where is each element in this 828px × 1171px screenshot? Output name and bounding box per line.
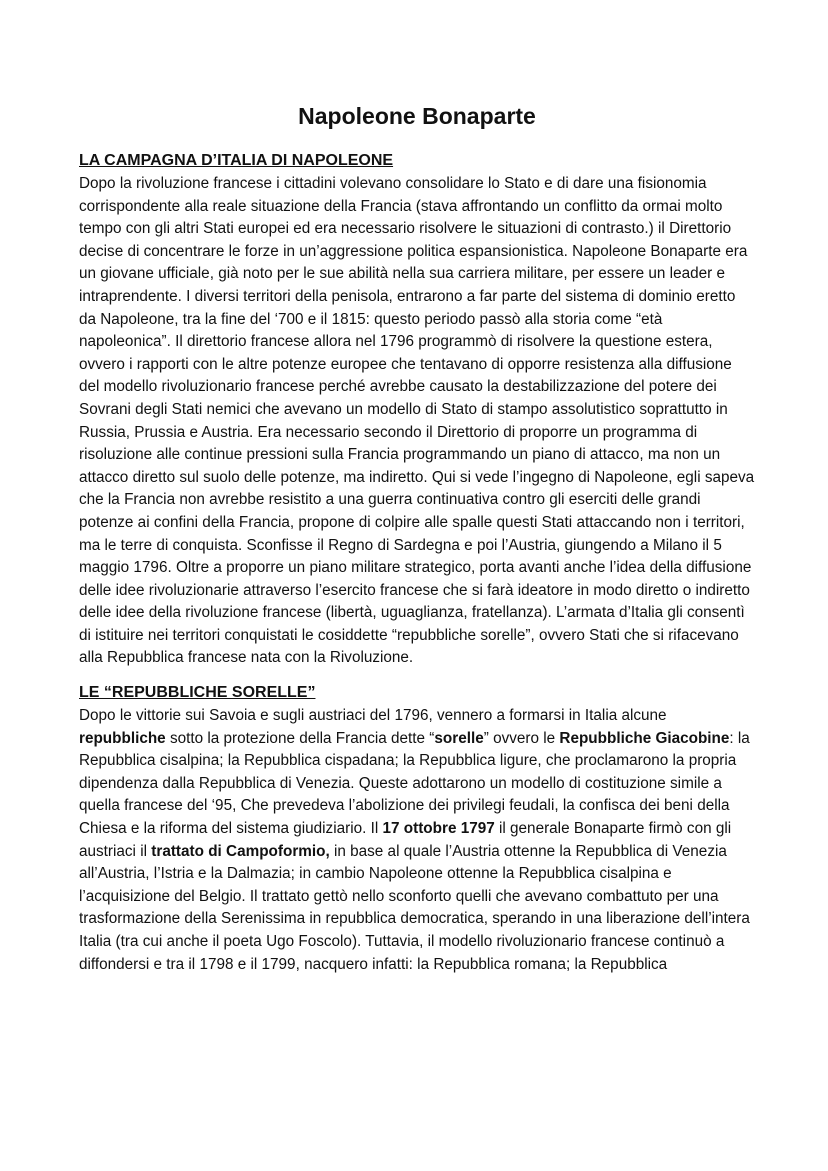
text-run: : la Repubblica cisalpina; la Repubblica cispadana; la Repubblica ligure, che proclamarono la propria dipendenza dalla Repubblica di Venezia. Queste adottarono un modello di costituzione simile a quella francese del ‘95, Che prevedeva l’abolizione dei privilegi feudali, la confisca dei beni della Chiesa e la riforma del sistema giudiziario. Il	[79, 729, 750, 838]
bold-term: Repubbliche Giacobine	[559, 729, 730, 747]
section-heading: LA CAMPAGNA D’ITALIA DI NAPOLEONE	[79, 152, 394, 169]
section-repubbliche-sorelle	[79, 681, 755, 976]
text-run: Dopo la rivoluzione francese i cittadini volevano consolidare lo Stato e di dare una fisionomia corrispondente alla reale situazione della Francia (stava affrontando un conflitto da ormai molto tempo con gli altri Stati europei ed era necessario risolvere le situazioni di contrasto.) il Direttorio decise di concentrare le forze in un’aggressione politica espansionistica. Napoleone Bonaparte era un giovane ufficiale, già noto per le sue abilità nella sua carriera militare, per essere un leader e intraprendente. I diversi territori della penisola, entrarono a far parte del sistema di dominio eretto da Napoleone, tra la fine del ‘700 e il 1815: questo periodo passò alla storia come “età napoleonica”. Il direttorio francese allora nel 1796 programmò di risolvere la questione estera, ovvero i rapporti con le altre potenze europee che tentavano di opporre resistenza alla diffusione del modello rivoluzionario francese perché avrebbe causato la destabilizzazione del potere dei Sovrani degli Stati nemici che avevano un modello di Stato di stampo assolutistico soprattutto in Russia, Prussia e Austria. Era necessario secondo il Direttorio di proporre un programma di risoluzione alle continue pressioni sulla Francia programmando un piano di attacco, ma non un attacco diretto sul suolo delle potenze, ma indiretto. Qui si vede l’ingegno di Napoleone, egli sapeva che la Francia non avrebbe resistito a una guerra continuativa contro gli eserciti delle grandi potenze ai confini della Francia, propone di colpire alle spalle questi Stati attaccando non i territori, ma le terre di conquista. Sconfisse il Regno di Sardegna e poi l’Austria, giungendo a Milano il 5 maggio 1796. Oltre a proporre un piano militare strategico, porta avanti anche l’idea della diffusione delle idee rivoluzionarie attraverso l’esercito francese che si farà ideatore in modo diretto o indiretto delle idee della rivoluzione francese (libertà, uguaglianza, fratellanza). L’armata d’Italia gli consentì di istituire nei territori conquistati le cosiddette “repubbliche sorelle”, ovvero Stati che si rifacevano alla Repubblica francese nata con la Rivoluzione.	[79, 175, 755, 667]
text-run: il generale Bonaparte firmò con gli austriaci il	[79, 820, 732, 860]
document-title: Napoleone Bonaparte	[298, 103, 536, 129]
text-run: sotto la protezione della Francia dette “	[165, 729, 435, 747]
section-campagna-italia	[79, 149, 755, 670]
bold-date: 17 ottobre 1797	[382, 820, 495, 838]
document-page	[79, 96, 755, 987]
section-paragraph	[79, 173, 755, 670]
bold-term: trattato di Campoformio,	[151, 842, 330, 860]
section-paragraph	[79, 705, 755, 976]
bold-term: repubbliche	[79, 729, 166, 747]
bold-term: sorelle	[434, 729, 484, 747]
text-run: in base al quale l’Austria ottenne la Repubblica di Venezia all’Austria, l’Istria e la Dalmazia; in cambio Napoleone ottenne la Repubblica cisalpina e l’acquisizione del Belgio. Il trattato gettò nello sconforto quelli che avevano combattuto per una trasformazione della Serenissima in repubblica democratica, sperando in una liberazione dell’intera Italia (tra cui anche il poeta Ugo Foscolo). Tuttavia, il modello rivoluzionario francese continuò a diffondersi e tra il 1798 e il 1799, nacquero infatti: la Repubblica romana; la Repubblica	[79, 842, 750, 973]
text-run: ” ovvero le	[483, 729, 560, 747]
text-run: Dopo le vittorie sui Savoia e sugli austriaci del 1796, vennero a formarsi in Italia alcune	[79, 707, 667, 725]
section-heading: LE “REPUBBLICHE SORELLE”	[79, 684, 316, 702]
